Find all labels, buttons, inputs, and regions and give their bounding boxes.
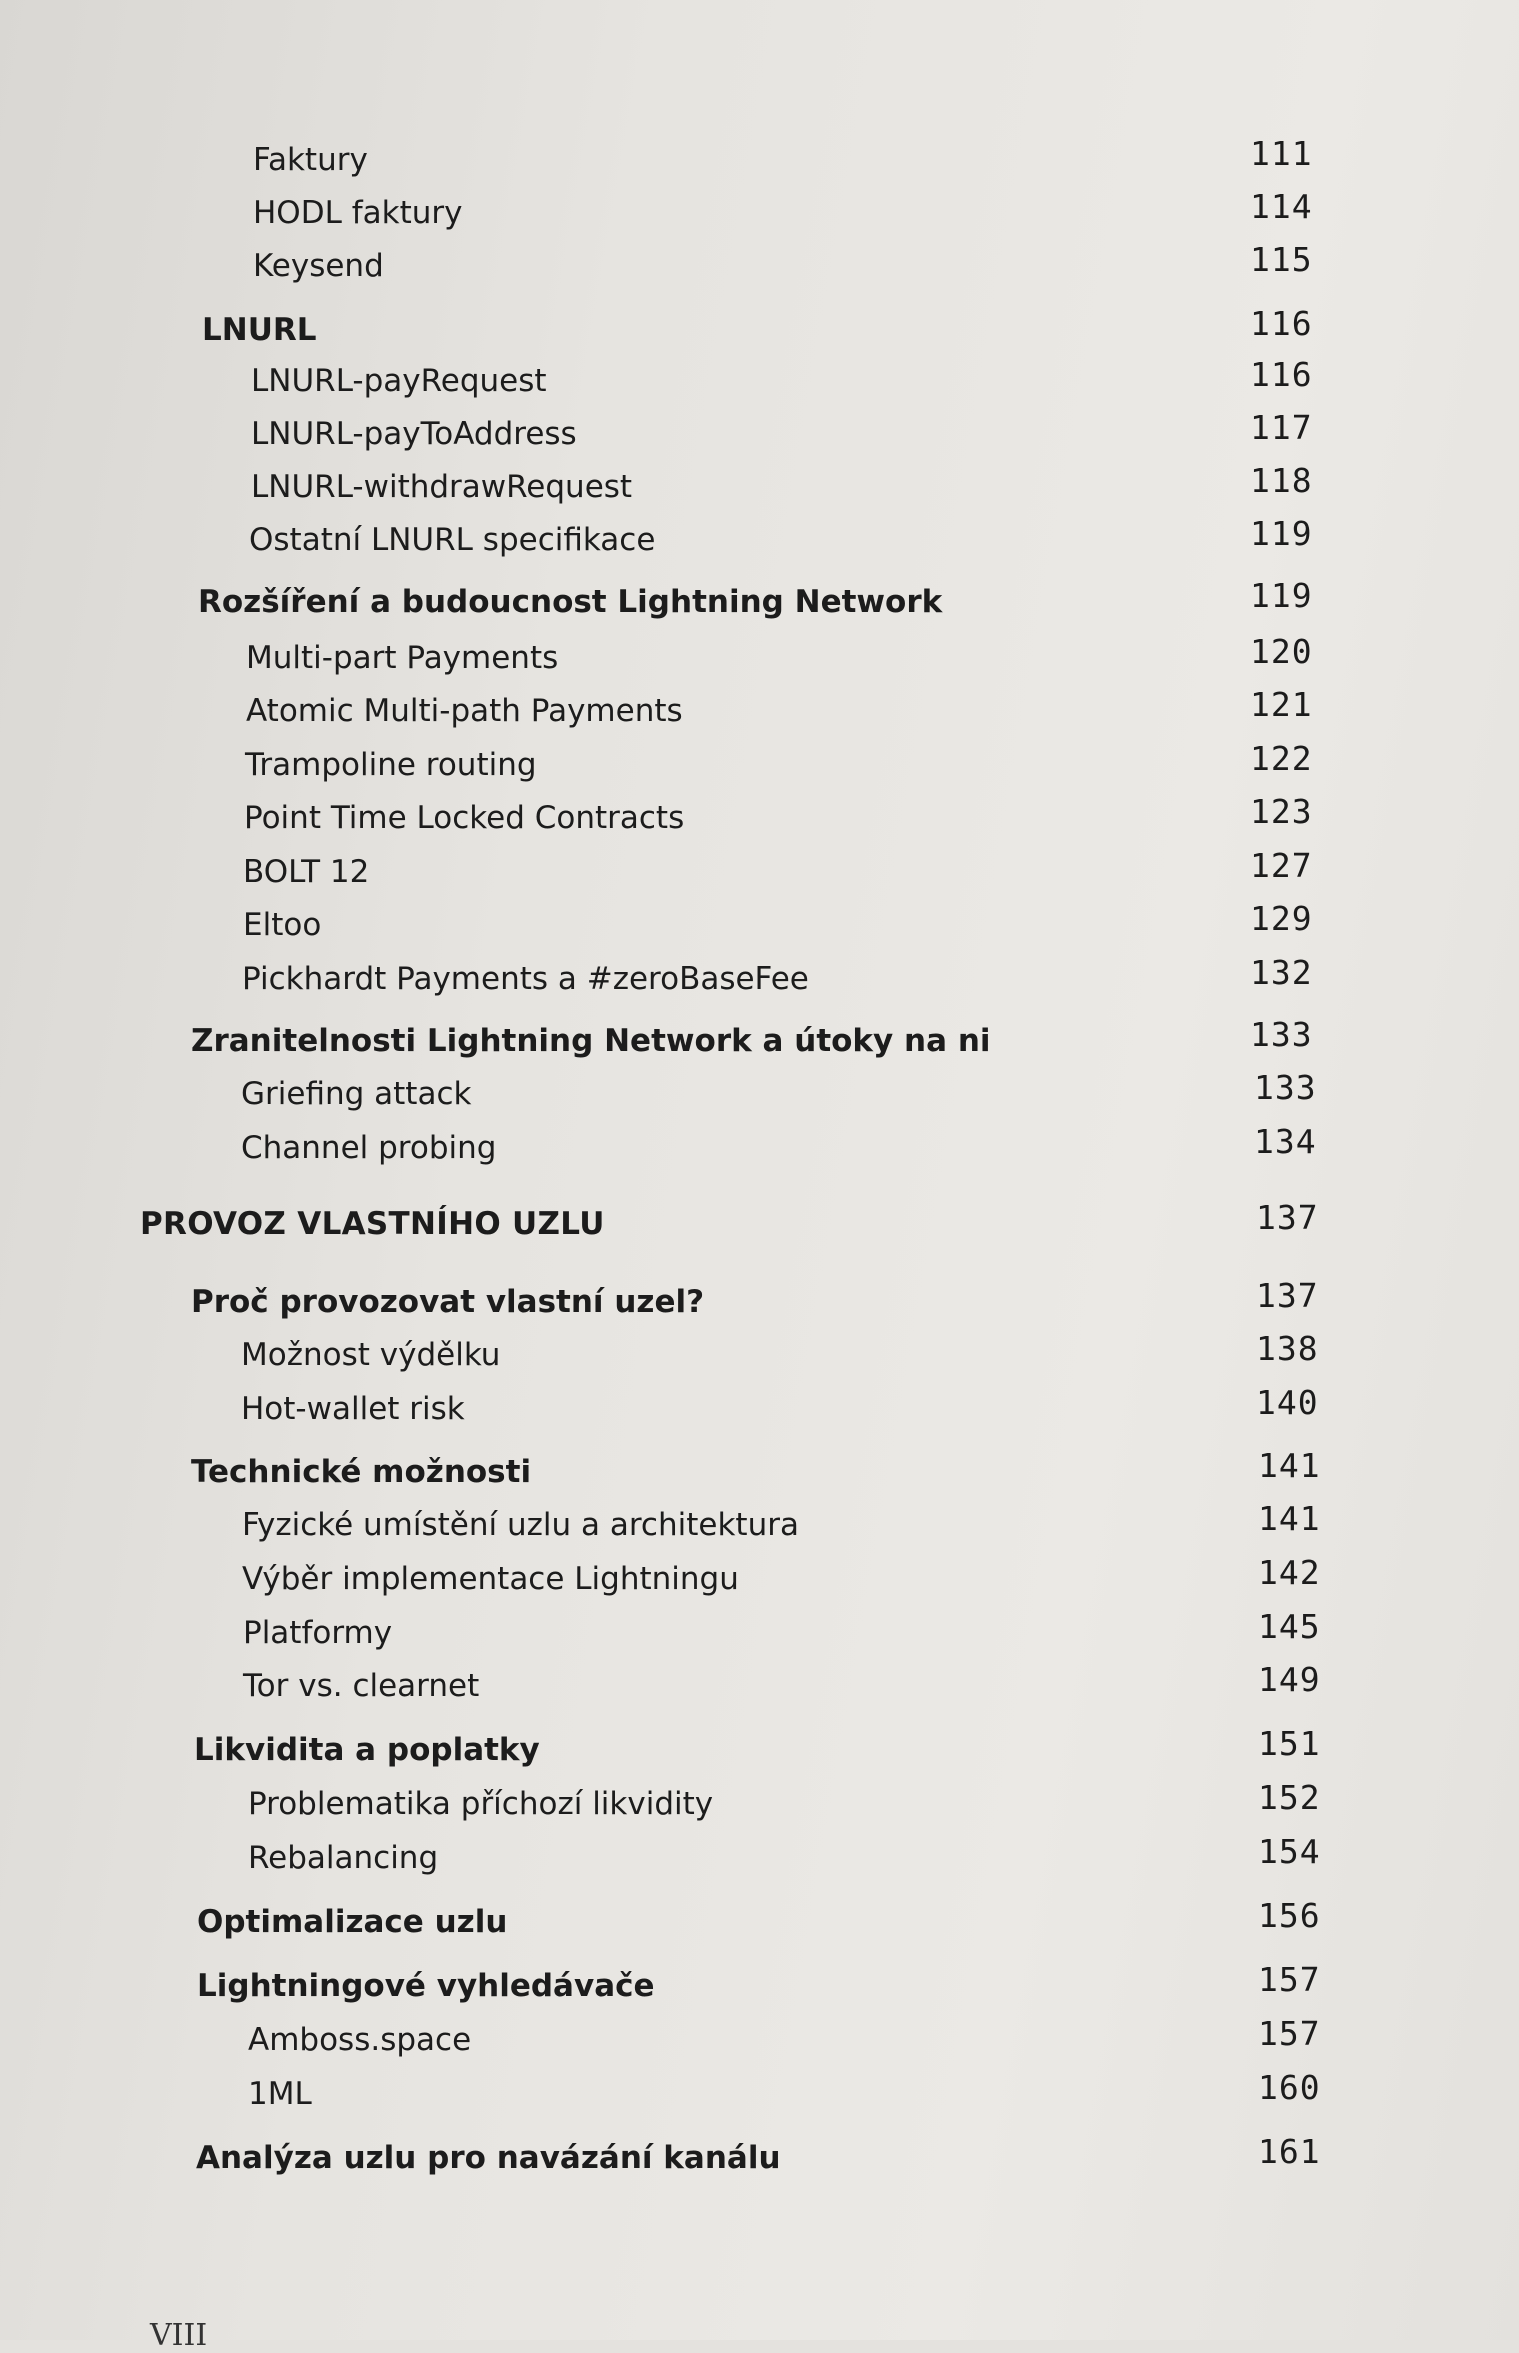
- toc-entry-label: Pickhardt Payments a #zeroBaseFee: [242, 961, 809, 997]
- toc-entry-page-number: 157: [1258, 2014, 1321, 2053]
- toc-entry: [253, 135, 1330, 185]
- toc-entry-label: Griefing attack: [241, 1076, 472, 1112]
- toc-entry-page-number: 134: [1254, 1122, 1317, 1161]
- toc-entry: [191, 1447, 1330, 1497]
- toc-entry-label: Multi-part Payments: [246, 640, 559, 676]
- toc-entry-page-number: 160: [1258, 2068, 1321, 2107]
- toc-entry: [244, 793, 1330, 843]
- toc-entry-label: 1ML: [248, 2076, 312, 2112]
- toc-entry-label: BOLT 12: [243, 854, 370, 890]
- toc-entry-label: Analýza uzlu pro navázání kanálu: [196, 2140, 781, 2176]
- toc-entry: [251, 409, 1330, 459]
- toc-entry-page-number: 119: [1250, 576, 1313, 615]
- toc-entry-label: LNURL-withdrawRequest: [251, 469, 633, 505]
- toc-entry: [253, 241, 1330, 291]
- toc-entry-label: Zranitelnosti Lightning Network a útoky na ni: [191, 1023, 991, 1059]
- toc-entry-page-number: 129: [1250, 899, 1313, 938]
- toc-entry-page-number: 111: [1250, 134, 1313, 173]
- toc-entry-label: Optimalizace uzlu: [197, 1904, 508, 1940]
- toc-entry-page-number: 154: [1258, 1832, 1321, 1871]
- toc-entry-page-number: 137: [1256, 1276, 1319, 1315]
- toc-entry-page-number: 149: [1258, 1660, 1321, 1699]
- toc-entry: [196, 2133, 1330, 2183]
- toc-entry-page-number: 116: [1250, 304, 1313, 343]
- toc-entry: [248, 1779, 1330, 1829]
- toc-entry-page-number: 122: [1250, 739, 1313, 778]
- toc-entry: [241, 1330, 1330, 1380]
- toc-entry-page-number: 118: [1250, 461, 1313, 500]
- toc-entry-page-number: 123: [1250, 792, 1313, 831]
- toc-entry: [242, 1554, 1330, 1604]
- toc-entry-label: Ostatní LNURL specifikace: [249, 522, 656, 558]
- toc-entry: [243, 1608, 1330, 1658]
- toc-entry-label: LNURL: [202, 312, 317, 348]
- toc-entry: [197, 1897, 1330, 1947]
- toc-entry-label: Hot-wallet risk: [241, 1391, 465, 1427]
- toc-entry: [243, 1661, 1330, 1711]
- toc-entry-page-number: 156: [1258, 1896, 1321, 1935]
- toc-entry-label: Likvidita a poplatky: [194, 1732, 540, 1768]
- toc-entry-label: Keysend: [253, 248, 384, 284]
- toc-entry: [243, 847, 1330, 897]
- toc-entry-page-number: 121: [1250, 685, 1313, 724]
- toc-entry: [202, 305, 1330, 355]
- toc-entry: [248, 2069, 1330, 2119]
- toc-entry-label: Faktury: [253, 142, 368, 178]
- toc-entry-label: Trampoline routing: [245, 747, 537, 783]
- toc-entry-label: Point Time Locked Contracts: [244, 800, 685, 836]
- toc-entry-page-number: 133: [1254, 1068, 1317, 1107]
- toc-entry-page-number: 140: [1256, 1383, 1319, 1422]
- toc-entry-label: LNURL-payToAddress: [251, 416, 577, 452]
- toc-entry-label: Lightningové vyhledávače: [197, 1968, 655, 2004]
- toc-entry-label: PROVOZ VLASTNÍHO UZLU: [140, 1206, 605, 1242]
- toc-entry: [249, 515, 1330, 565]
- toc-entry: [245, 740, 1330, 790]
- toc-entry: [242, 1500, 1330, 1550]
- toc-entry-label: Eltoo: [243, 907, 322, 943]
- toc-entry: [191, 1277, 1330, 1327]
- toc-entry-page-number: 132: [1250, 953, 1313, 992]
- toc-entry-page-number: 116: [1250, 355, 1313, 394]
- toc-entry-label: Technické možnosti: [191, 1454, 532, 1490]
- toc-entry: [198, 577, 1330, 627]
- toc-entry-page-number: 137: [1256, 1198, 1319, 1237]
- toc-entry-label: Rozšíření a budoucnost Lightning Network: [198, 584, 943, 620]
- toc-entry-page-number: 119: [1250, 514, 1313, 553]
- toc-entry: [248, 1833, 1330, 1883]
- toc-entry-page-number: 127: [1250, 846, 1313, 885]
- toc-entry-page-number: 161: [1258, 2132, 1321, 2171]
- toc-entry-label: Problematika příchozí likvidity: [248, 1786, 714, 1822]
- toc-entry-page-number: 157: [1258, 1960, 1321, 1999]
- toc-entry-label: Fyzické umístění uzlu a architektura: [242, 1507, 799, 1543]
- toc-entry-label: Výběr implementace Lightningu: [242, 1561, 739, 1597]
- toc-entry-page-number: 117: [1250, 408, 1313, 447]
- toc-entry-page-number: 120: [1250, 632, 1313, 671]
- toc-entry: [248, 2015, 1330, 2065]
- toc-entry-label: Channel probing: [241, 1130, 497, 1166]
- toc-entry-page-number: 152: [1258, 1778, 1321, 1817]
- toc-entry: [243, 900, 1330, 950]
- toc-entry-page-number: 133: [1250, 1015, 1313, 1054]
- toc-entry-page-number: 138: [1256, 1329, 1319, 1368]
- toc-entry: [194, 1725, 1330, 1775]
- toc-entry: [251, 356, 1330, 406]
- toc-entry-label: Atomic Multi-path Payments: [246, 693, 683, 729]
- toc-entry: [251, 462, 1330, 512]
- toc-entry-page-number: 142: [1258, 1553, 1321, 1592]
- toc-entry-page-number: 115: [1250, 240, 1313, 279]
- toc-entry-page-number: 151: [1258, 1724, 1321, 1763]
- toc-entry-label: Proč provozovat vlastní uzel?: [191, 1284, 705, 1320]
- toc-entry-label: Možnost výdělku: [241, 1337, 501, 1373]
- page-footer-number: VIII: [150, 2318, 208, 2353]
- toc-entry: [140, 1199, 1330, 1249]
- toc-entry-label: HODL faktury: [253, 195, 463, 231]
- toc-entry: [241, 1069, 1330, 1119]
- toc-entry: [246, 686, 1330, 736]
- toc-entry: [253, 188, 1330, 238]
- toc-entry-label: Rebalancing: [248, 1840, 439, 1876]
- toc-entry-page-number: 114: [1250, 187, 1313, 226]
- toc-entry: [191, 1016, 1330, 1066]
- toc-entry-label: Amboss.space: [248, 2022, 472, 2058]
- toc-entry: [241, 1123, 1330, 1173]
- toc-entry-label: LNURL-payRequest: [251, 363, 547, 399]
- toc-entry: [242, 954, 1330, 1004]
- toc-entry: [197, 1961, 1330, 2011]
- toc-entry-page-number: 141: [1258, 1499, 1321, 1538]
- toc-entry: [246, 633, 1330, 683]
- toc-entry-label: Tor vs. clearnet: [243, 1668, 480, 1704]
- toc-entry: [241, 1384, 1330, 1434]
- toc-entry-page-number: 141: [1258, 1446, 1321, 1485]
- toc-entry-label: Platformy: [243, 1615, 393, 1651]
- toc-entry-page-number: 145: [1258, 1607, 1321, 1646]
